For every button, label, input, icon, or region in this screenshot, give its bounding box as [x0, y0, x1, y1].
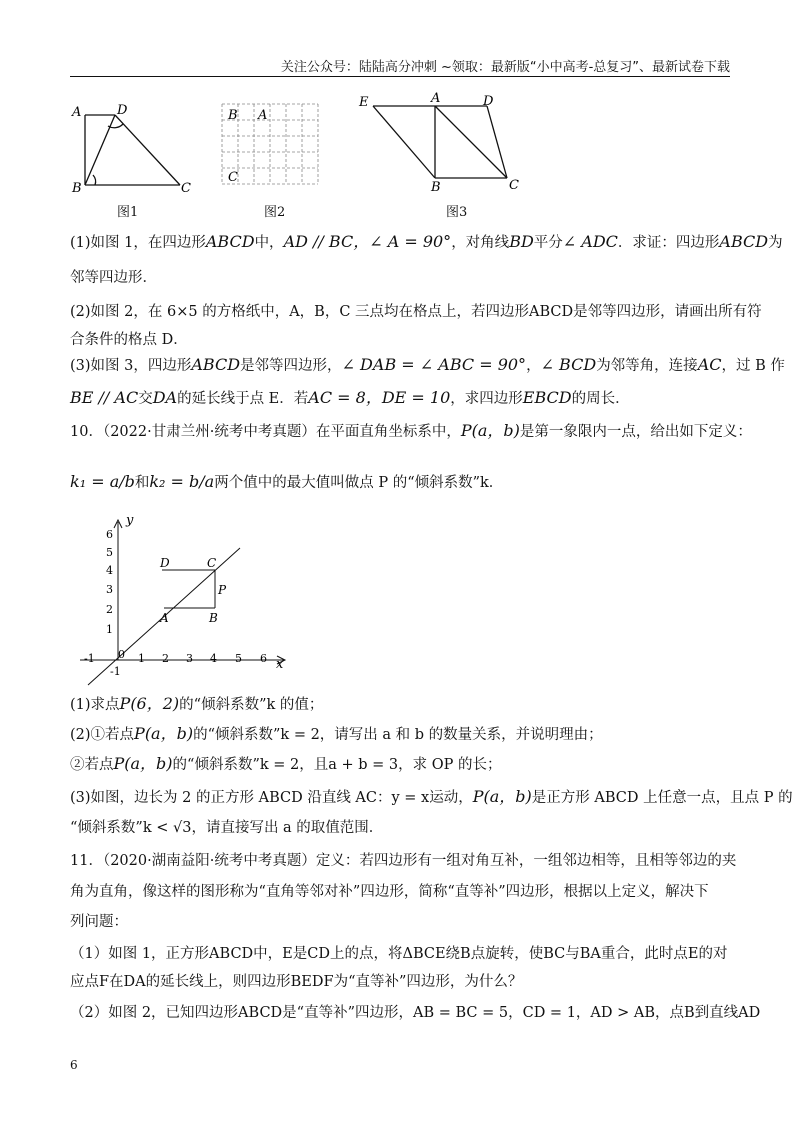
figure-3	[355, 92, 535, 197]
fig1-side-dc	[115, 115, 180, 185]
x-tick-6: 6	[260, 652, 267, 665]
header-divider	[70, 76, 730, 77]
fig1-label-c: C	[181, 181, 191, 196]
x-tick-3: 3	[186, 652, 193, 665]
x-tick-0: 0	[118, 648, 125, 661]
fig1-caption: 图1	[117, 205, 139, 220]
fig1-diagonal-bd	[85, 115, 115, 185]
fig2-label-b: B	[228, 108, 238, 123]
y-tick-6: 6	[106, 528, 113, 541]
fig1-label-a: A	[72, 105, 82, 120]
x-axis-label: x	[276, 657, 284, 672]
q10-definition: k₁ = a/b和k₂ = b/a两个值中的最大值叫做点 P 的“倾斜系数”k．	[70, 472, 504, 491]
fig3-label-c: C	[509, 178, 519, 193]
q11-part1-line2: 应点F在DA的延长线上，则四边形BEDF为“直等补”四边形，为什么？	[70, 974, 523, 990]
page-header: 关注公众号：陆陆高分冲刺 ~领取：最新版“小中高考-总复习”、最新试卷下载	[280, 60, 730, 75]
y-tick-neg1: -1	[110, 665, 121, 678]
fig3-line-eb	[373, 106, 435, 178]
q11-line2: 角为直角，像这样的图形称为“直角等邻对补”四边形，简称“直等补”四边形，根据以上定义，解决下	[70, 884, 709, 900]
coordinate-graph	[80, 510, 300, 690]
q10-title: 10．（2022·甘肃兰州·统考中考真题）在平面直角坐标系中，P(a，b)是第一象限内一点，给出如下定义：	[70, 421, 752, 440]
q9-part2-line2: 合条件的格点 D．	[70, 332, 188, 348]
fig2-caption: 图2	[264, 205, 286, 220]
y-tick-5: 5	[106, 546, 113, 559]
fig1-label-b: B	[72, 181, 82, 196]
figure-2	[218, 100, 323, 195]
figure-1	[70, 100, 200, 200]
page-number: 6	[70, 1058, 78, 1072]
q11-line3: 列问题：	[70, 914, 128, 930]
graph-label-b: B	[209, 611, 218, 625]
y-axis-label: y	[126, 513, 134, 528]
x-tick-4: 4	[210, 652, 217, 665]
fig3-caption: 图3	[446, 205, 468, 220]
y-tick-1: 1	[106, 623, 113, 636]
fig3-label-e: E	[359, 95, 369, 110]
q10-part2-2: ②若点P(a，b)的“倾斜系数”k = 2，且a + b = 3，求 OP 的长；	[70, 754, 502, 773]
q11-part1-line1: （1）如图 1，正方形ABCD中，E是CD上的点，将ΔBCE绕B点旋转，使BC与BA重合，此时点E的对	[70, 946, 728, 962]
x-tick-neg1: -1	[84, 652, 95, 665]
q11-line1: 11．（2020·湖南益阳·统考中考真题）定义：若四边形有一组对角互补，一组邻边相等，且相等邻边的夹	[70, 853, 737, 869]
q10-part3-line1: (3)如图，边长为 2 的正方形 ABCD 沿直线 AC：y = x运动，P(a，b)是正方形 ABCD 上任意一点，且点 P 的	[70, 787, 793, 806]
fig2-label-a: A	[258, 108, 268, 123]
y-tick-4: 4	[106, 564, 113, 577]
x-tick-1: 1	[138, 652, 145, 665]
q9-part1-line2: 邻等四边形．	[70, 270, 157, 286]
fig3-label-d: D	[483, 94, 494, 109]
y-tick-2: 2	[106, 603, 113, 616]
q9-part1-line1: (1)如图 1，在四边形ABCD中，AD // BC，∠ A = 90°，对角线BD平分∠ ADC．求证：四边形ABCD为	[70, 232, 783, 251]
q10-part1: (1)求点P(6，2)的“倾斜系数”k 的值；	[70, 694, 324, 713]
q11-part2-line1: （2）如图 2，已知四边形ABCD是“直等补”四边形，AB = BC = 5，CD = 1，AD > AB，点B到直线AD	[70, 1005, 761, 1021]
fig3-label-a: A	[431, 92, 441, 106]
q9-part3-line1: (3)如图 3，四边形ABCD是邻等四边形，∠ DAB = ∠ ABC = 90°，∠ BCD为邻等角，连接AC，过 B 作	[70, 355, 785, 374]
fig3-label-b: B	[431, 180, 441, 195]
graph-label-d: D	[160, 556, 170, 570]
q9-part3-line2: BE // AC交DA的延长线于点 E．若AC = 8，DE = 10，求四边形EBCD的周长．	[70, 388, 630, 407]
q10-part2-1: (2)①若点P(a，b)的“倾斜系数”k = 2，请写出 a 和 b 的数量关系，并说明理由；	[70, 724, 603, 743]
graph-label-a: A	[160, 611, 169, 625]
graph-label-p: P	[218, 583, 227, 597]
q9-part2-line1: (2)如图 2，在 6×5 的方格纸中，A，B，C 三点均在格点上，若四边形ABCD是邻等四边形，请画出所有符	[70, 304, 762, 320]
y-tick-3: 3	[106, 583, 113, 596]
fig3-diagonal-ac	[435, 106, 507, 178]
graph-label-c: C	[207, 556, 217, 570]
fig2-label-c: C	[228, 170, 238, 185]
q10-part3-line2: “倾斜系数”k < √3，请直接写出 a 的取值范围．	[70, 820, 384, 836]
fig1-angle-mark-b	[93, 175, 96, 185]
x-tick-5: 5	[235, 652, 242, 665]
fig1-label-d: D	[117, 103, 128, 118]
x-tick-2: 2	[162, 652, 169, 665]
